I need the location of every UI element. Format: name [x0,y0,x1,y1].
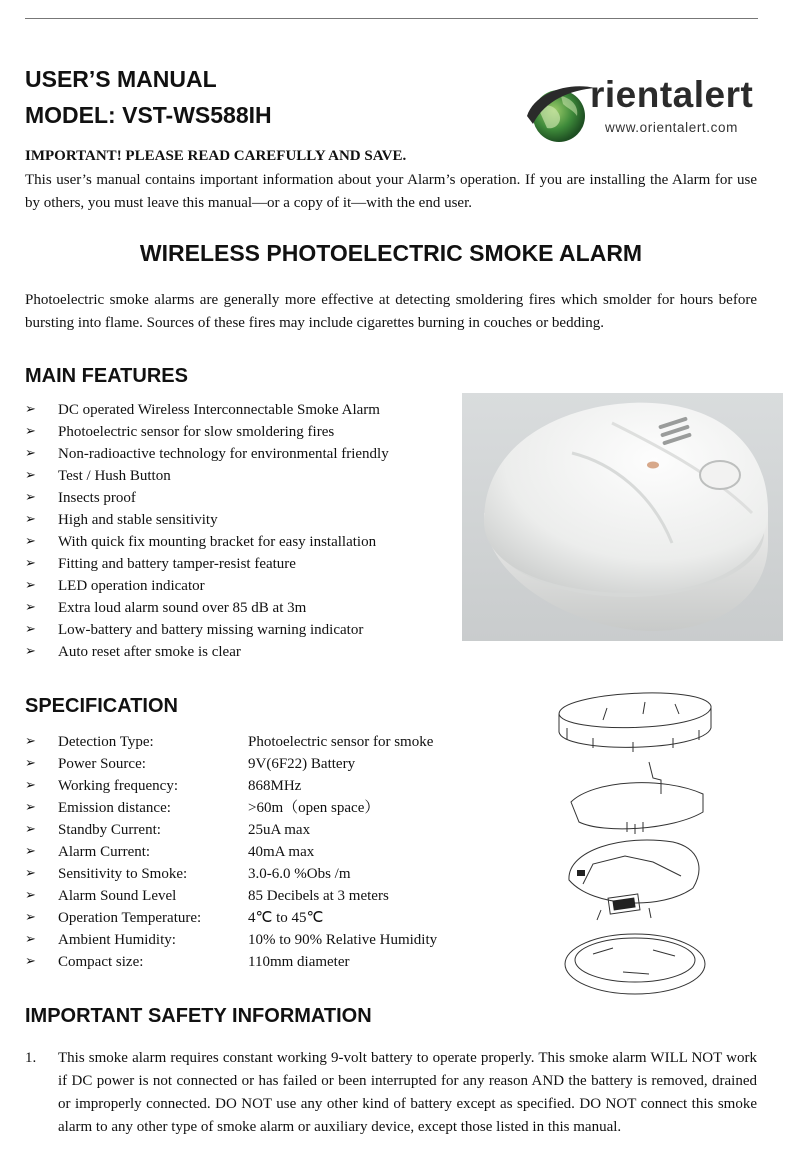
spec-row [25,951,350,973]
spec-row [25,797,380,819]
spec-value: 3.0-6.0 %Obs /m [248,866,351,882]
spec-row [25,907,324,929]
intro-paragraph: This user’s manual contains important information about your Alarm’s operation. If you are installing the Alarm for use by others, you must leave this manual—or a copy of it—with the end user. [25,172,757,211]
bullet-arrow-icon: ➢ [25,932,36,947]
spec-value: 110mm diameter [248,954,350,970]
spec-row [25,819,311,841]
spec-value: Photoelectric sensor for smoke [248,734,434,750]
spec-value: 40mA max [248,844,315,860]
spec-value: 25uA max [248,822,311,838]
spec-label: Detection Type: [58,734,154,750]
list-item: ➢ Fitting and battery tamper-resist feature [25,553,389,575]
spec-label: Standby Current: [58,822,161,838]
specification-heading: SPECIFICATION [25,695,178,717]
spec-label: Emission distance: [58,800,171,816]
list-item: ➢ Low-battery and battery missing warning indicator [25,619,389,641]
spec-row [25,753,356,775]
spec-label: Ambient Humidity: [58,932,176,948]
bullet-arrow-icon: ➢ [25,534,36,549]
important-notice: IMPORTANT! PLEASE READ CAREFULLY AND SAVE. [25,148,407,164]
bullet-arrow-icon: ➢ [25,468,36,483]
spec-label: Operation Temperature: [58,910,202,926]
bullet-arrow-icon: ➢ [25,402,36,417]
bullet-arrow-icon: ➢ [25,822,36,837]
bullet-arrow-icon: ➢ [25,578,36,593]
logo-wordmark: rientalert [590,74,754,115]
spec-label: Alarm Current: [58,844,151,860]
bullet-arrow-icon: ➢ [25,844,36,859]
bullet-arrow-icon: ➢ [25,778,36,793]
bullet-arrow-icon: ➢ [25,512,36,527]
bullet-arrow-icon: ➢ [25,800,36,815]
manual-title: USER’S MANUAL [25,66,217,92]
bullet-arrow-icon: ➢ [25,644,36,659]
list-item: ➢ With quick fix mounting bracket for easy installation [25,531,389,553]
bullet-arrow-icon: ➢ [25,622,36,637]
list-item: ➢ DC operated Wireless Interconnectable Smoke Alarm [25,399,389,421]
bullet-arrow-icon: ➢ [25,734,36,749]
bullet-arrow-icon: ➢ [25,866,36,881]
globe-icon [525,80,597,146]
spec-label: Sensitivity to Smoke: [58,866,188,882]
list-item: ➢ Auto reset after smoke is clear [25,641,389,663]
spec-row [25,841,315,863]
spec-value: 868MHz [248,778,302,794]
bullet-arrow-icon: ➢ [25,446,36,461]
features-list [25,399,389,663]
spec-row [25,775,302,797]
list-item: ➢ Test / Hush Button [25,465,389,487]
list-item: ➢ LED operation indicator [25,575,389,597]
spec-list [25,731,438,973]
spec-value: 9V(6F22) Battery [248,756,356,772]
exploded-view-diagram [553,684,715,1006]
safety-item-text: This smoke alarm requires constant working 9-volt battery to operate properly. This smoke alarm WILL NOT work if DC power is not connected or has failed or been interrupted for any reason AND the battery is removed, drained or improperly connected. DO NOT use any other kind of battery except as specified. DO NOT connect this smoke alarm to any other type of smoke alarm or auxiliary device, except those listed in this manual. [58,1050,757,1135]
bullet-arrow-icon: ➢ [25,424,36,439]
list-item: ➢ Insects proof [25,487,389,509]
bullet-arrow-icon: ➢ [25,600,36,615]
list-item: ➢ Extra loud alarm sound over 85 dB at 3m [25,597,389,619]
model-number: MODEL: VST-WS588IH [25,102,272,128]
list-item: ➢ Non-radioactive technology for environmental friendly [25,443,389,465]
product-description: Photoelectric smoke alarms are generally more effective at detecting smoldering fires which smolder for hours before bursting into flame. Sources of these fires may include cigarettes burning in couches or bedding. [25,292,757,331]
features-heading: MAIN FEATURES [25,365,188,387]
spec-value: 4℃ to 45℃ [248,910,324,926]
safety-heading: IMPORTANT SAFETY INFORMATION [25,1005,372,1027]
spec-value: 10% to 90% Relative Humidity [248,932,438,948]
header-rule [25,18,758,19]
list-item: ➢ Photoelectric sensor for slow smoldering fires [25,421,389,443]
spec-label: Alarm Sound Level [58,888,177,904]
bullet-arrow-icon: ➢ [25,756,36,771]
spec-row [25,929,438,951]
bullet-arrow-icon: ➢ [25,490,36,505]
spec-row [25,885,389,907]
spec-row [25,863,351,885]
spec-value: >60m（open space） [248,800,380,816]
bullet-arrow-icon: ➢ [25,556,36,571]
smoke-alarm-photo [462,393,783,641]
spec-label: Working frequency: [58,778,178,794]
bullet-arrow-icon: ➢ [25,910,36,925]
spec-value: 85 Decibels at 3 meters [248,888,389,904]
spec-label: Compact size: [58,954,144,970]
orientalert-logo [525,74,765,148]
spec-label: Power Source: [58,756,146,772]
bullet-arrow-icon: ➢ [25,888,36,903]
bullet-arrow-icon: ➢ [25,954,36,969]
list-item: ➢ High and stable sensitivity [25,509,389,531]
safety-item-number: 1. [25,1050,37,1066]
logo-url: www.orientalert.com [605,120,738,135]
spec-row [25,731,434,753]
product-title: WIRELESS PHOTOELECTRIC SMOKE ALARM [139,240,643,266]
